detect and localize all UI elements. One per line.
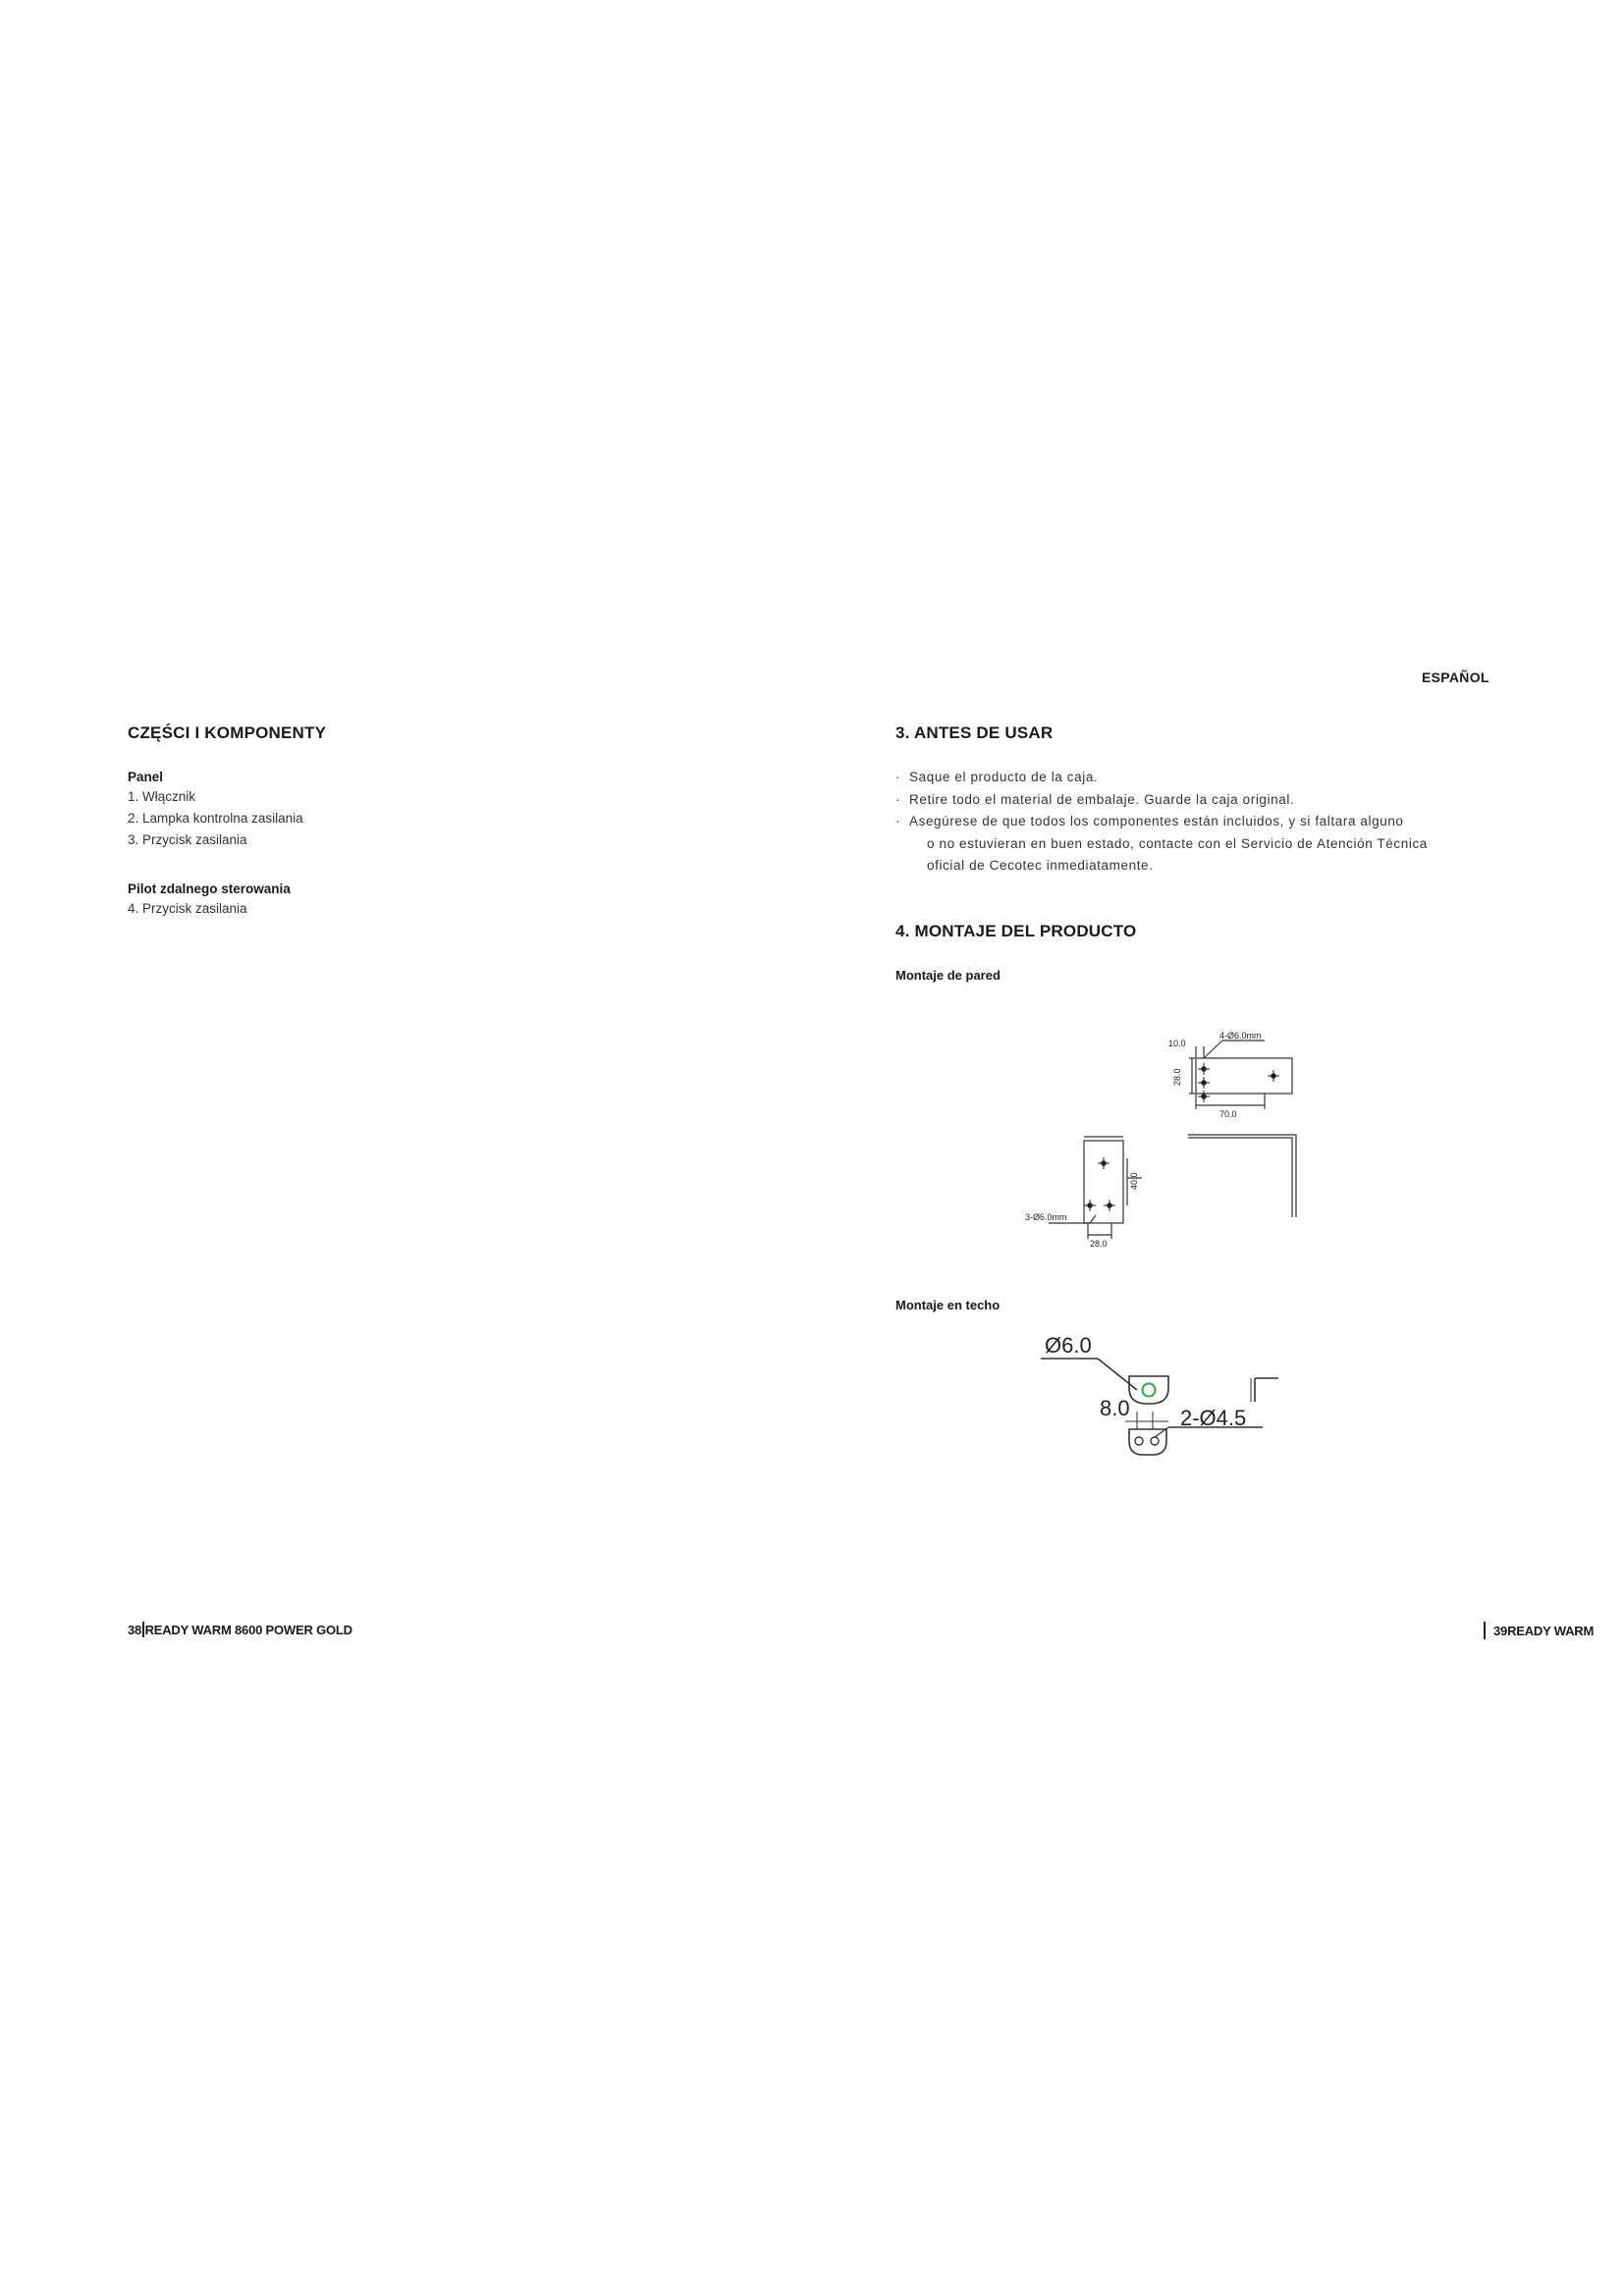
dim-label: 10.0: [1168, 1039, 1186, 1048]
wall-mount-diagram: [1011, 1021, 1316, 1247]
panel-section: [128, 770, 303, 851]
section4-title: 4. MONTAJE DEL PRODUCTO: [895, 922, 1137, 940]
page-number: 39: [1493, 1623, 1508, 1638]
dim-label: 4-Ø6.0mm: [1219, 1031, 1262, 1041]
dim-label: 3-Ø6.0mm: [1025, 1212, 1067, 1222]
dim-label: 70.0: [1219, 1109, 1237, 1119]
footer-product-title: READY WARM 8600 POWER GOLD: [144, 1622, 352, 1637]
panel-item: 3. Przycisk zasilania: [128, 832, 247, 847]
panel-item: 1. Włącznik: [128, 789, 196, 804]
section3-title: 3. ANTES DE USAR: [895, 723, 1054, 742]
ceiling-mount-heading: Montaje en techo: [895, 1298, 1001, 1312]
section3-bullet: · Asegúrese de que todos los componentes están incluidos, y si faltara alguno: [895, 811, 1512, 833]
dim-label: Ø6.0: [1045, 1333, 1092, 1358]
remote-heading: Pilot zdalnego sterowania: [128, 881, 291, 896]
language-label: ESPAÑOL: [1422, 669, 1489, 685]
left-section-title: CZĘŚCI I KOMPONENTY: [128, 723, 327, 742]
footer-product-title: READY WARM: [1507, 1623, 1595, 1638]
dim-label: 2-Ø4.5: [1180, 1406, 1247, 1430]
remote-item: 4. Przycisk zasilania: [128, 901, 247, 916]
dim-label: 28.0: [1090, 1239, 1108, 1247]
remote-section: [128, 881, 291, 920]
footer-divider: [1484, 1622, 1486, 1639]
section3-body: [895, 767, 1512, 878]
footer-divider: [142, 1622, 144, 1637]
wall-mount-heading: Montaje de pared: [895, 968, 1001, 983]
dim-label: 8.0: [1100, 1396, 1130, 1420]
ceiling-bracket-top: [1129, 1376, 1168, 1404]
section3-continuation: o no estuvieran en buen estado, contacte con el Servicio de Atención Técnica: [927, 835, 1428, 851]
ceiling-mount-diagram: [1031, 1323, 1286, 1520]
dim-label: 40.0: [1129, 1172, 1139, 1190]
dim-label: 28.0: [1172, 1068, 1182, 1086]
section3-bullet: · Saque el producto de la caja.: [895, 767, 1512, 789]
section3-bullet: · Retire todo el material de embalaje. Guarde la caja original.: [895, 789, 1512, 812]
panel-item: 2. Lampka kontrolna zasilania: [128, 811, 303, 826]
hole-marker-icon: [1143, 1384, 1156, 1397]
page-number: 38: [128, 1622, 142, 1637]
footer-right: [1484, 1622, 1601, 1639]
section3-continuation: oficial de Cecotec inmediatamente.: [927, 858, 1154, 873]
panel-heading: Panel: [128, 770, 164, 784]
footer-left: [128, 1622, 352, 1637]
